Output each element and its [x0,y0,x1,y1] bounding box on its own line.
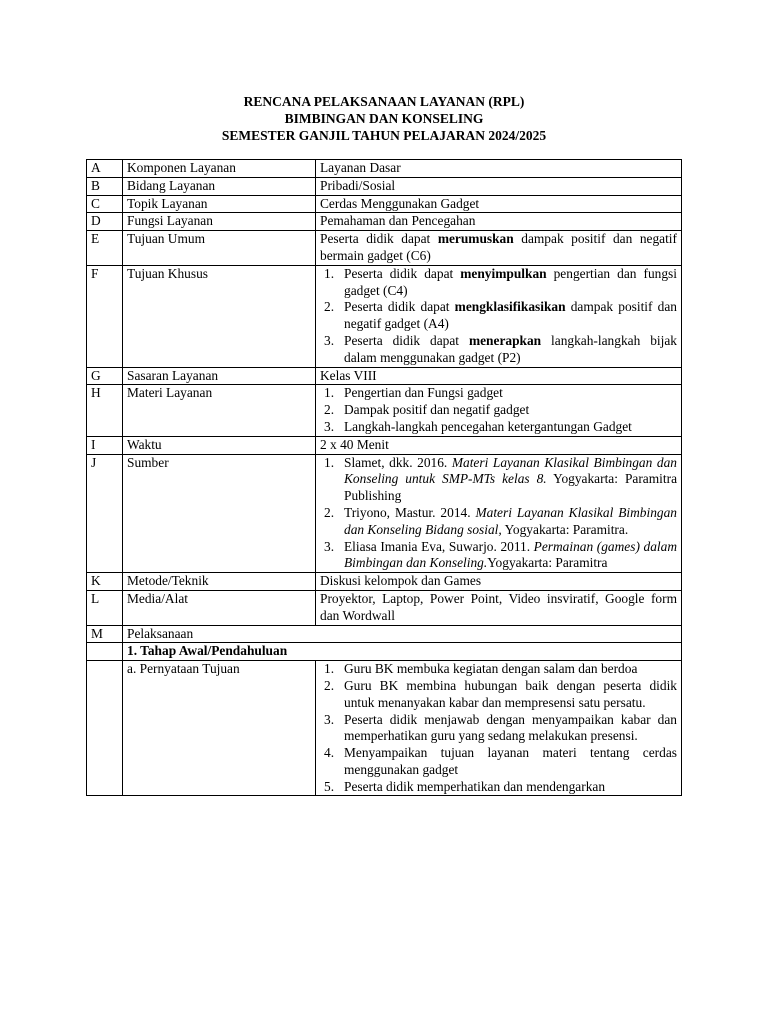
heading-line-2: BIMBINGAN DAN KONSELING [284,111,484,126]
row-value [316,454,682,573]
list-number: 1. [324,661,335,677]
list-item [320,678,677,712]
list-number: 3. [324,418,335,434]
text-run: Guru BK membina hubungan baik dengan peserta didik untuk menanyakan kabar dan mempresensi satu persatu. [344,677,677,710]
table-row [87,436,682,454]
text-run: Eliasa Imania Eva, Suwarjo. 2011. [344,538,534,554]
table-row [87,454,682,573]
row-label: Materi Layanan [123,385,316,436]
row-code: D [87,213,123,231]
row-value: Diskusi kelompok dan Games [316,573,682,591]
italic-run: Materi Layanan Klasikal Bimbingan dan Konseling untuk SMP-MTs kelas 8. [344,454,677,487]
list-number: 1. [324,265,335,281]
list-number: 2. [324,299,335,315]
text-run: langkah-langkah bijak dalam menggunakan gadget (P2) [344,332,677,365]
bold-run: merumuskan [437,231,514,247]
text-run: Triyono, Mastur. 2014. [344,504,476,520]
text-run: Yogyakarta: Paramitra [487,555,608,571]
list-item [320,539,677,573]
row-code: M [87,625,123,643]
table-row [87,265,682,367]
text-run: Peserta didik menjawab dengan menyampaikan kabar dan memperhatikan guru yang sedang melakukan presensi. [344,711,677,744]
table-row [87,367,682,385]
row-value [316,231,682,266]
bold-run: menerapkan [468,332,542,348]
row-label: a. Pernyataan Tujuan [123,661,316,796]
list-item [320,266,677,300]
table-row [87,661,682,796]
row-value: 2 x 40 Menit [316,436,682,454]
text-run: Slamet, dkk. 2016. [344,454,452,470]
row-label: Waktu [123,436,316,454]
text-run: pengertian dan fungsi gadget (C4) [344,265,677,298]
text-run: Dampak positif dan negatif gadget [344,402,530,418]
list-item [320,419,677,436]
list-number: 2. [324,504,335,520]
bold-run: mengklasifikasikan [454,299,566,315]
table-row [87,195,682,213]
source-list [320,455,677,573]
row-label: Pelaksanaan [123,625,682,643]
table-row [87,385,682,436]
text-run: Pengertian dan Fungsi gadget [344,385,503,401]
heading-line-3: SEMESTER GANJIL TAHUN PELAJARAN 2024/2025 [221,128,547,143]
row-label: Sasaran Layanan [123,367,316,385]
row-value: Pribadi/Sosial [316,177,682,195]
row-code: K [87,573,123,591]
material-list [320,385,677,435]
list-item [320,505,677,539]
row-label: Fungsi Layanan [123,213,316,231]
text-run: Yogyakarta: Paramitra Publishing [344,471,678,504]
text-run: Peserta didik dapat [344,299,455,315]
row-value [316,385,682,436]
table-row [87,573,682,591]
row-value: Layanan Dasar [316,160,682,178]
text-run: Peserta didik memperhatikan dan mendengarkan [344,778,606,794]
table-row [87,177,682,195]
row-value [316,661,682,796]
list-item [320,779,677,796]
row-label: Tujuan Khusus [123,265,316,367]
list-number: 3. [324,711,335,727]
list-item [320,712,677,746]
text-run: Yogyakarta: Paramitra. [501,521,629,537]
text-run: dampak positif dan negatif bermain gadget (C6) [320,231,677,263]
list-item [320,333,677,367]
row-label: Tujuan Umum [123,231,316,266]
row-label: Komponen Layanan [123,160,316,178]
stage-title [123,643,682,661]
list-item [320,299,677,333]
list-number: 2. [324,402,335,418]
row-code: H [87,385,123,436]
text-run: Guru BK membuka kegiatan dengan salam dan berdoa [344,661,638,677]
row-value: Cerdas Menggunakan Gadget [316,195,682,213]
row-value: Kelas VIII [316,367,682,385]
document-heading [0,93,768,144]
list-item [320,745,677,779]
text-run: Peserta didik dapat [344,265,461,281]
text-run: Peserta didik dapat [320,231,438,247]
list-item [320,402,677,419]
list-number: 1. [324,385,335,401]
bold-run: menyimpulkan [460,265,547,281]
row-code: I [87,436,123,454]
list-item [320,455,677,505]
list-number: 1. [324,454,335,470]
table-row [87,590,682,625]
list-number: 3. [324,332,335,348]
row-code: J [87,454,123,573]
row-code: A [87,160,123,178]
list-number: 5. [324,778,335,794]
list-item [320,661,677,678]
row-code: L [87,590,123,625]
text-run: Menyampaikan tujuan layanan materi tentang cerdas menggunakan gadget [344,745,677,777]
row-code: E [87,231,123,266]
row-value: Pemahaman dan Pencegahan [316,213,682,231]
row-label: Metode/Teknik [123,573,316,591]
text-run: dampak positif dan negatif gadget (A4) [344,299,677,332]
objective-list [320,266,677,367]
italic-run: Materi Layanan Klasikal Bimbingan dan Konseling Bidang sosial, [344,504,677,537]
italic-run: Permainan (games) dalam Bimbingan dan Konseling. [344,538,677,571]
table-row [87,160,682,178]
bold-run: 1. Tahap Awal/Pendahuluan [127,643,288,659]
list-number: 4. [324,745,335,761]
list-number: 3. [324,538,335,554]
row-code: C [87,195,123,213]
table-row [87,213,682,231]
row-code-empty [87,643,123,661]
heading-line-1: RENCANA PELAKSANAAN LAYANAN (RPL) [243,94,525,109]
row-code: B [87,177,123,195]
row-label: Topik Layanan [123,195,316,213]
list-number: 2. [324,677,335,693]
row-label: Bidang Layanan [123,177,316,195]
list-item [320,385,677,402]
table-row [87,643,682,661]
activity-list [320,661,677,795]
text-run: Langkah-langkah pencegahan ketergantungan Gadget [344,418,632,434]
row-code: F [87,265,123,367]
row-label: Sumber [123,454,316,573]
table-row [87,625,682,643]
row-value [316,265,682,367]
text-run: Peserta didik dapat [344,332,469,348]
row-code: G [87,367,123,385]
table-row [87,231,682,266]
row-code-empty [87,661,123,796]
row-label: Media/Alat [123,590,316,625]
row-value: Proyektor, Laptop, Power Point, Video insviratif, Google form dan Wordwall [316,590,682,625]
rpl-table [86,159,682,796]
